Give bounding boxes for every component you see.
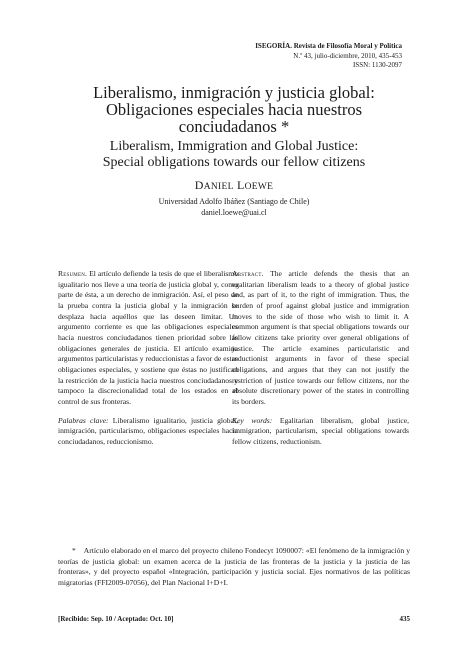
author-last-rest: OEWE — [244, 182, 274, 192]
keywords-english-label: Key words: — [232, 415, 273, 425]
abstract-english-label: Abstract. — [232, 269, 264, 278]
keywords-english-text: Egalitarian liberalism, global justice, immigration, particularism, special obligations towards fellow citizens, reductionism. — [232, 415, 409, 446]
journal-header — [255, 42, 402, 71]
author-first-rest: ANIEL — [203, 182, 234, 192]
keywords-spanish — [58, 416, 238, 448]
footnote — [58, 546, 410, 588]
author-last-initial: L — [237, 178, 245, 192]
title-english-line-2: Special obligations towards our fellow citizens — [102, 155, 366, 170]
title-spanish-line-1: Liberalismo, inmigración y justicia global: — [93, 83, 375, 102]
journal-issue: N.º 43, julio-diciembre, 2010, 435-453 — [293, 51, 402, 60]
title-spanish-line-2: Obligaciones especiales hacia nuestros — [105, 100, 363, 119]
received-accepted-dates: [Recibido: Sep. 10 / Aceptado: Oct. 10] — [58, 615, 174, 623]
author-affiliation — [0, 196, 468, 218]
keywords-spanish-text: Liberalismo igualitario, justicia global, inmigración, particularismo, obligaciones especiales hacia conciudadanos, reduccionismo. — [58, 415, 238, 446]
title-english-line-1: Liberalism, Immigration and Global Justice: — [109, 139, 359, 154]
affiliation-university: Universidad Adolfo Ibáñez (Santiago de Chile) — [158, 197, 310, 206]
page-number: 435 — [399, 615, 410, 623]
abstract-english-text: The article defends the thesis that an egalitarian liberalism leads to a theory of global justice and, as part of it, to the right of immigration. Thus, the burden of proof against global justice and immigration moves to the side of those who wish to limit it. A common argument is that special obligations towards our fellow citizens take priority over general obligations of justice. The article examines particularistic and reductionist arguments in favor of these special obligations, and argues that they can not justify the restriction of justice towards our fellow citizens, nor the absolute discretionary power of the states in controlling its borders. — [232, 269, 409, 406]
author-first-initial: D — [194, 178, 204, 192]
footnote-marker: * — [72, 546, 76, 555]
title-english — [0, 139, 468, 171]
affiliation-email[interactable]: daniel.loewe@uai.cl — [201, 208, 267, 217]
abstract-spanish-text: El artículo defiende la tesis de que el liberalismo igualitario nos lleve a una teoría de justicia global y, como parte de ésta, a un derecho de inmigración. Así, el peso de la prueba contra la justicia global y la inmigración se desplaza hacia aquéllos que las deseen limitar. Un argumento corriente es que las obligaciones especiales hacia nuestros conciudadanos tienen prioridad sobre las obligaciones generales de justicia. El artículo examina argumentos particularistas y reduccionistas a favor de estas obligaciones especiales, y sostiene que éstas no justifican la restricción de la justicia hacia nuestros conciudadanos y tampoco la discrecionalidad total de los estados en el control de sus fronteras. — [58, 269, 238, 406]
keywords-english — [232, 416, 409, 448]
journal-issn: ISSN: 1130-2097 — [353, 61, 402, 69]
abstract-spanish-label: Resumen. — [58, 269, 88, 278]
journal-name: ISEGORÍA. Revista de Filosofía Moral y Política — [255, 42, 402, 50]
footnote-text: Artículo elaborado en el marco del proyecto chileno Fondecyt 1090007: «El fenómeno de la inmigración y teorías de justicia global: un examen acerca de la justicia de las fronteras de la justicia y la justicia de las fronteras», y del proyecto español «Integración, participación y justicia social. Ejes normativos de las políticas migratorias (FFI2009-07056), del Plan Nacional I+D+I. — [58, 546, 410, 587]
keywords-spanish-label: Palabras clave: — [58, 415, 109, 425]
author-name — [0, 178, 468, 193]
title-spanish-line-3: conciudadanos * — [178, 117, 290, 136]
abstract-column-spanish — [58, 269, 238, 448]
title-spanish — [0, 84, 468, 135]
abstract-spanish — [58, 269, 238, 408]
abstract-english — [232, 269, 409, 408]
abstract-column-english — [232, 269, 409, 448]
